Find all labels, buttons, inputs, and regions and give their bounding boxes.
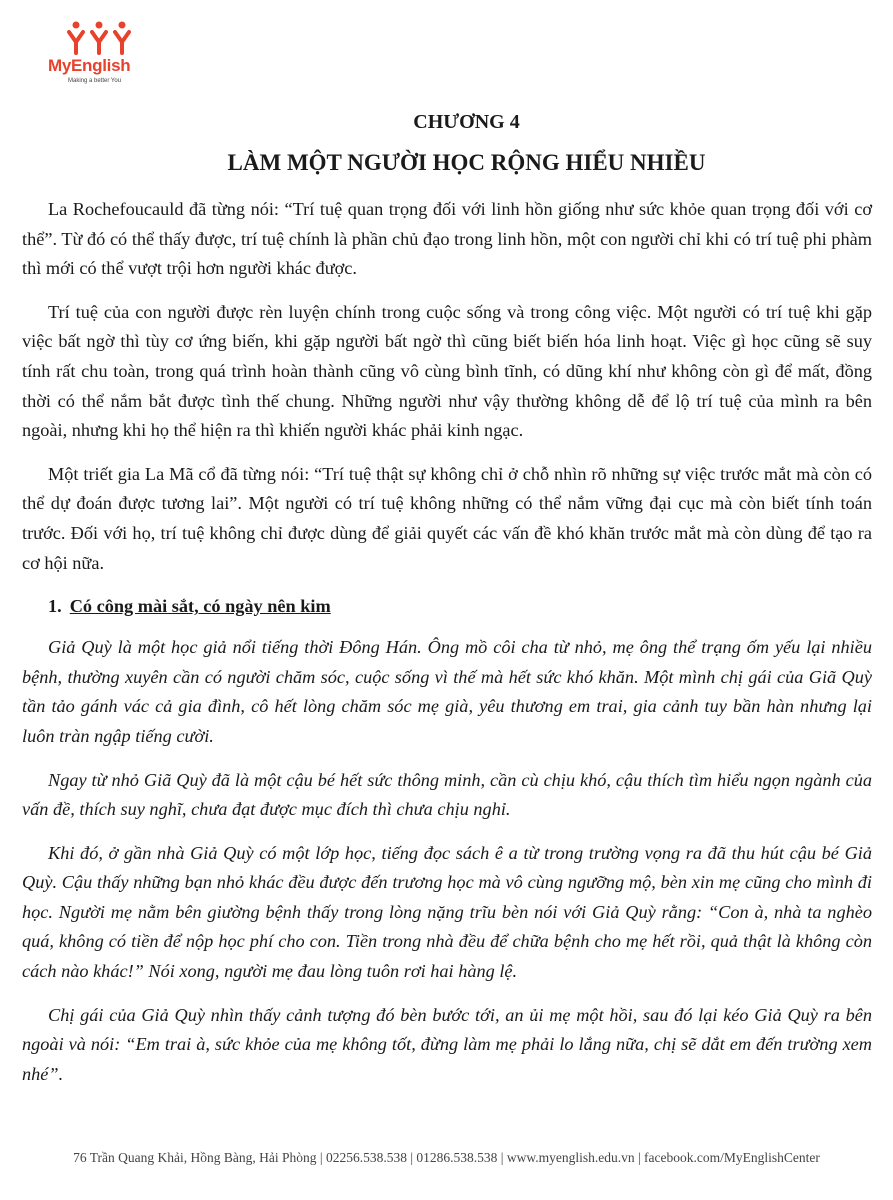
page-footer: 76 Trần Quang Khải, Hồng Bàng, Hải Phòng | 02256.538.538 | 01286.538.538 | www.myenglish.edu.vn | facebook.com/MyEnglishCenter <box>73 1150 820 1165</box>
chapter-title: LÀM MỘT NGƯỜI HỌC RỘNG HIỂU NHIỀU <box>227 150 706 175</box>
section-heading <box>22 592 872 621</box>
logo-text: MyEnglish <box>48 56 131 75</box>
story-paragraph: Khi đó, ở gần nhà Giả Quỳ có một lớp học, tiếng đọc sách ê a từ trong trường vọng ra đã thu hút cậu bé Giả Quỳ. Cậu thấy những bạn nhỏ khác đều được đến trương học mà vô cùng ngưỡng mộ, bèn xin mẹ cũng cho mình đi học. Người mẹ nằm bên giường bệnh thấy trong lòng nặng trĩu bèn nói với Giả Quỳ rằng: “Con à, nhà ta nghèo quá, không có tiền để nộp học phí cho con. Tiền trong nhà đều để chữa bệnh cho mẹ hết rồi, quả thật là không còn cách nào khác!” Nói xong, người mẹ đau lòng tuôn rơi hai hàng lệ. <box>22 842 872 982</box>
chapter-number: CHƯƠNG 4 <box>413 111 520 133</box>
story-paragraph: Chị gái của Giả Quỳ nhìn thấy cảnh tượng đó bèn bước tới, an ủi mẹ một hồi, sau đó lại kéo Giả Quỳ ra bên ngoài và nói: “Em trai à, sức khỏe của mẹ không tốt, đừng làm mẹ phải lo lắng nữa, chị sẽ dắt em đến trường xem nhé”. <box>22 1004 872 1084</box>
paragraph: La Rochefoucauld đã từng nói: “Trí tuệ quan trọng đối với linh hồn giống như sức khỏe quan trọng đối với cơ thể”. Từ đó có thể thấy được, trí tuệ chính là phần chủ đạo trong linh hồn, một con người chỉ khi có trí tuệ phi phàm thì mới có thể vượt trội hơn người khác được. <box>22 199 872 279</box>
logo <box>44 20 154 90</box>
paragraph: Trí tuệ của con người được rèn luyện chính trong cuộc sống và trong công việc. Một người có trí tuệ khi gặp việc bất ngờ thì tùy cơ ứng biến, khi gặp người bất ngờ thì cũng biết biến hóa linh hoạt. Việc gì học cũng sẽ suy tính rất chu toàn, trong quá trình hoàn thành cũng vô cùng bình tĩnh, có dũng khí như không còn gì để mất, đồng thời có thể nắm bắt được tình thế chung. Những người như vậy thường không dễ để lộ trí tuệ của mình ra bên ngoài, nhưng khi họ thể hiện ra thì khiến người khác phải kinh ngạc. <box>22 301 872 441</box>
section-title: Có công mài sắt, có ngày nên kim <box>69 596 331 617</box>
story-paragraph: Ngay từ nhỏ Giã Quỳ đã là một cậu bé hết sức thông minh, cần cù chịu khó, cậu thích tìm hiểu ngọn ngành của vấn đề, thích suy nghĩ, chưa đạt được mục đích thì chưa chịu nghỉ. <box>22 769 872 820</box>
paragraph: Một triết gia La Mã cổ đã từng nói: “Trí tuệ thật sự không chỉ ở chỗ nhìn rõ những sự việc trước mắt mà còn có thể dự đoán được tương lai”. Một người có trí tuệ không những có thể nắm vững đại cục mà còn biết tính toán trước. Đối với họ, trí tuệ không chỉ được dùng để giải quyết các vấn đề khó khăn trước mắt mà còn dùng để tạo ra cơ hội nữa. <box>22 463 872 573</box>
story-paragraph: Giả Quỳ là một học giả nổi tiếng thời Đông Hán. Ông mồ côi cha từ nhỏ, mẹ ông thể trạng ốm yếu lại nhiều bệnh, thường xuyên cần có người chăm sóc, cuộc sống vì thế mà hết sức khó khăn. Một mình chị gái của Giã Quỳ tần tảo gánh vác cả gia đình, cô hết lòng chăm sóc mẹ già, yêu thương em trai, gia cảnh tuy bần hàn nhưng lại luôn tràn ngập tiếng cười. <box>22 637 872 746</box>
logo-tagline: Making a better You <box>68 78 122 84</box>
page-content <box>22 195 872 1103</box>
section-number: 1. <box>48 596 62 617</box>
logo-people-icon <box>66 20 132 56</box>
